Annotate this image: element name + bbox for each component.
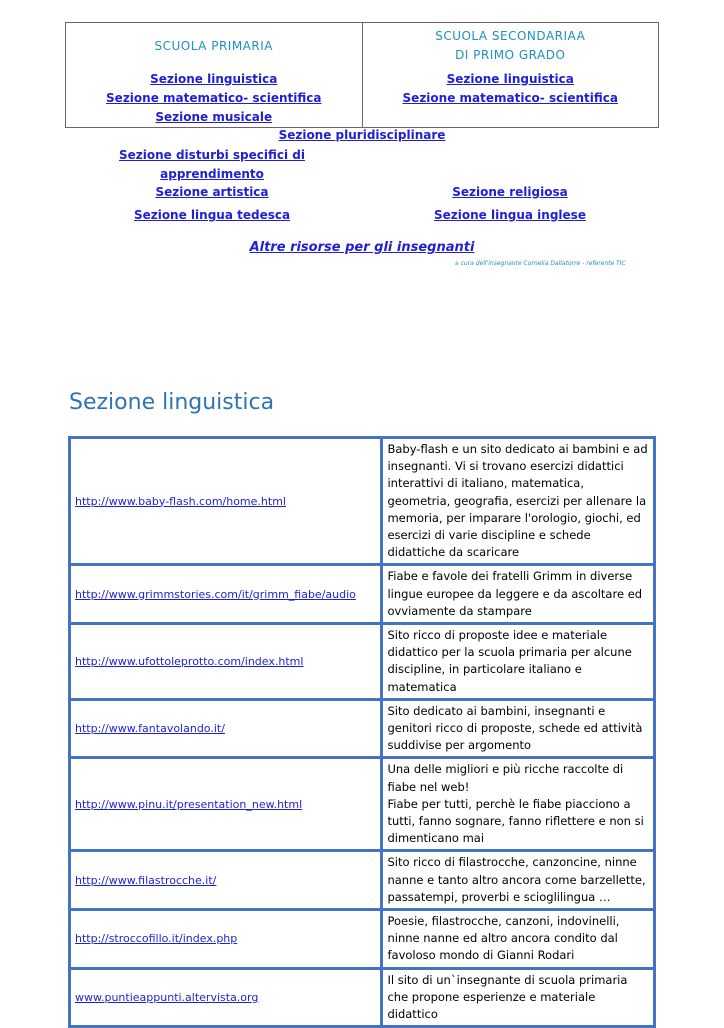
- resource-link[interactable]: http://www.fantavolando.it/: [75, 722, 225, 736]
- nav-link-dsa-line2[interactable]: apprendimento: [160, 167, 264, 181]
- resource-row: [70, 565, 655, 624]
- secondaria-link-matematico[interactable]: Sezione matematico- scientifica: [402, 91, 618, 105]
- resource-url-cell: [70, 624, 382, 700]
- secondaria-cell: [362, 23, 659, 128]
- primaria-cell: [66, 23, 363, 128]
- resource-row: [70, 851, 655, 910]
- resource-row: [70, 699, 655, 758]
- secondaria-link-linguistica[interactable]: Sezione linguistica: [446, 72, 574, 86]
- resource-url-cell: [70, 910, 382, 969]
- resource-description: Sito dedicato ai bambini, insegnanti e genitori ricco di proposte, schede ed attività suddivise per argomento: [382, 699, 655, 758]
- nav-link-dsa-line1[interactable]: Sezione disturbi specifici di: [118, 148, 305, 162]
- resource-url-cell: [70, 438, 382, 565]
- resource-row: [70, 910, 655, 969]
- resource-url-cell: [70, 565, 382, 624]
- resource-link[interactable]: http://www.pinu.it/presentation_new.html: [75, 797, 303, 811]
- nav-link-pluridisciplinare[interactable]: Sezione pluridisciplinare: [278, 128, 446, 142]
- primaria-link-musicale[interactable]: Sezione musicale: [155, 110, 273, 124]
- resource-row: [70, 758, 655, 851]
- nav-link-altre-risorse[interactable]: Altre risorse per gli insegnanti: [249, 240, 475, 255]
- resource-row: [70, 624, 655, 700]
- resources-table: [68, 436, 656, 1028]
- resource-row: [70, 968, 655, 1027]
- credit-note: a cura dell'insegnante Cornelia Dallatorre - referente TIC: [455, 260, 626, 267]
- nav-link-inglese[interactable]: Sezione lingua inglese: [434, 208, 586, 222]
- resource-url-cell: [70, 699, 382, 758]
- resource-description: Il sito di un`insegnante di scuola primaria che propone esperienze e materiale didattico: [382, 968, 655, 1027]
- resource-description: Baby-flash e un sito dedicato ai bambini e ad insegnanti. Vi si trovano esercizi didattici interattivi di italiano, matematica, geometria, geografia, esercizi per allenare la memoria, per imparare l'orologio, giochi, ed esercizi di varie discipline e schede didattiche da scaricare: [382, 438, 655, 565]
- resource-description: Poesie, filastrocche, canzoni, indovinelli, ninne nanne ed altro ancora condito dal favoloso mondo di Gianni Rodari: [382, 910, 655, 969]
- primaria-link-matematico[interactable]: Sezione matematico- scientifica: [106, 91, 322, 105]
- secondaria-title-line1: SCUOLA SECONDARIAA: [435, 29, 586, 43]
- resource-description: Fiabe e favole dei fratelli Grimm in diverse lingue europee da leggere e da ascoltare ed ovviamente da stampare: [382, 565, 655, 624]
- primaria-link-linguistica[interactable]: Sezione linguistica: [150, 72, 278, 86]
- nav-link-artistica[interactable]: Sezione artistica: [155, 185, 269, 199]
- resource-link[interactable]: http://stroccofillo.it/index.php: [75, 932, 238, 946]
- section-title: Sezione linguistica: [69, 390, 275, 415]
- primaria-title: SCUOLA PRIMARIA: [154, 39, 273, 53]
- resource-row: [70, 438, 655, 565]
- resource-link[interactable]: http://www.baby-flash.com/home.html: [75, 494, 286, 508]
- resource-description: Sito ricco di filastrocche, canzoncine, ninne nanne e tanto altro ancora come barzellette, passatempi, proverbi e scioglilingua …: [382, 851, 655, 910]
- resource-description: Una delle migliori e più ricche raccolte di fiabe nel web! Fiabe per tutti, perchè le fiabe piacciono a tutti, fanno sognare, fanno riflettere e non si dimenticano mai: [382, 758, 655, 851]
- resource-url-cell: [70, 758, 382, 851]
- resource-link[interactable]: http://www.ufottoleprotto.com/index.html: [75, 654, 304, 668]
- resource-url-cell: [70, 968, 382, 1027]
- resource-link[interactable]: www.puntieappunti.altervista.org: [75, 990, 259, 1004]
- resource-url-cell: [70, 851, 382, 910]
- school-nav-table: [65, 22, 659, 128]
- resource-link[interactable]: http://www.filastrocche.it/: [75, 873, 217, 887]
- nav-link-religiosa[interactable]: Sezione religiosa: [452, 185, 568, 199]
- resource-description: Sito ricco di proposte idee e materiale didattico per la scuola primaria per alcune discipline, in particolare italiano e matematica: [382, 624, 655, 700]
- resource-link[interactable]: http://www.grimmstories.com/it/grimm_fiabe/audio: [75, 587, 356, 601]
- secondaria-title-line2: DI PRIMO GRADO: [455, 48, 566, 62]
- nav-link-tedesca[interactable]: Sezione lingua tedesca: [133, 208, 291, 222]
